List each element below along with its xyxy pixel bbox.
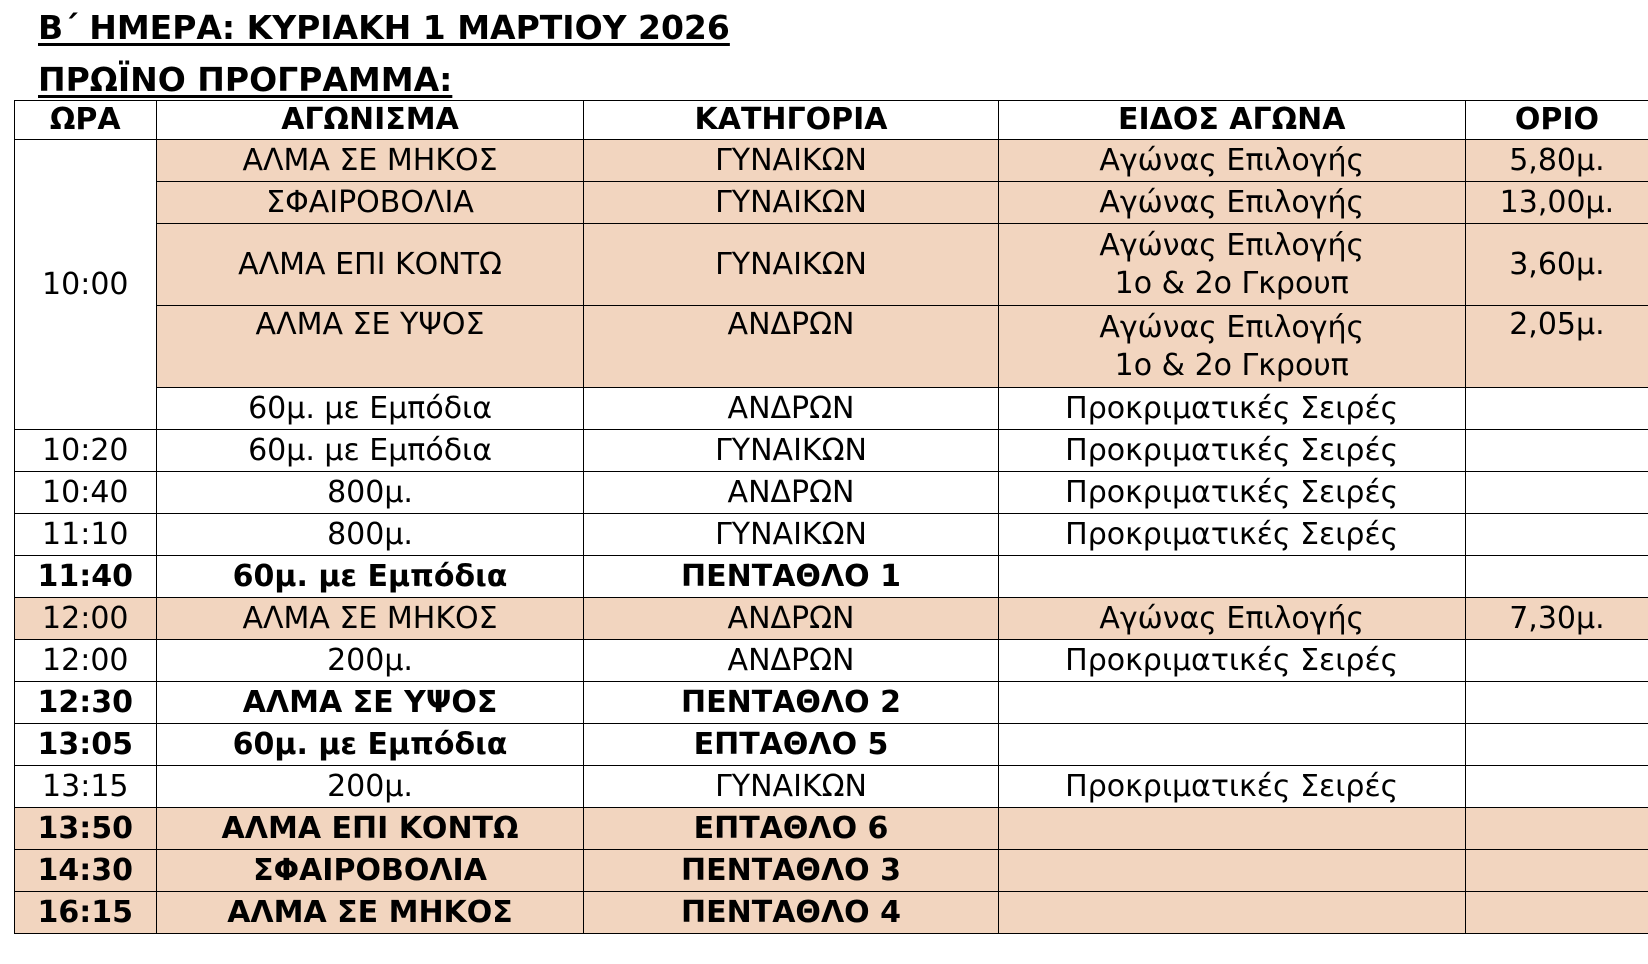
cell-time: 10:00 <box>15 140 157 430</box>
cell-category: ΓΥΝΑΙΚΩΝ <box>584 430 998 472</box>
cell-type-line1: Προκριματικές Σειρές <box>1065 390 1399 426</box>
cell-category: ΑΝΔΡΩΝ <box>584 306 998 388</box>
page-title: Β΄ ΗΜΕΡΑ: ΚΥΡΙΑΚΗ 1 ΜΑΡΤΙΟΥ 2026 <box>38 8 730 47</box>
cell-event: 800μ. <box>156 514 584 556</box>
table-row <box>15 556 1648 598</box>
cell-type <box>998 808 1465 850</box>
table-row <box>15 724 1648 766</box>
cell-time: 10:40 <box>15 472 157 514</box>
table-row <box>15 224 1648 306</box>
cell-type <box>998 514 1465 556</box>
cell-type <box>998 430 1465 472</box>
cell-event: ΣΦΑΙΡΟΒΟΛΙΑ <box>156 182 584 224</box>
table-row <box>15 306 1648 388</box>
table-row <box>15 182 1648 224</box>
cell-limit <box>1465 724 1648 766</box>
cell-time: 13:05 <box>15 724 157 766</box>
cell-time: 10:20 <box>15 430 157 472</box>
cell-category: ΕΠΤΑΘΛΟ 5 <box>584 724 998 766</box>
table-row <box>15 850 1648 892</box>
cell-limit: 2,05μ. <box>1465 306 1648 388</box>
cell-limit: 3,60μ. <box>1465 224 1648 306</box>
cell-type-line1: Αγώνας Επιλογής <box>1099 227 1365 263</box>
cell-limit: 13,00μ. <box>1465 182 1648 224</box>
cell-type-line1: Αγώνας Επιλογής <box>1099 184 1365 220</box>
cell-type <box>998 306 1465 388</box>
cell-type-line1: Προκριματικές Σειρές <box>1065 474 1399 510</box>
header-time: ΩΡΑ <box>15 101 157 140</box>
title-block <box>38 2 730 106</box>
cell-category: ΑΝΔΡΩΝ <box>584 640 998 682</box>
cell-time: 12:30 <box>15 682 157 724</box>
cell-event: ΣΦΑΙΡΟΒΟΛΙΑ <box>156 850 584 892</box>
table-row <box>15 430 1648 472</box>
cell-type <box>998 140 1465 182</box>
cell-category: ΑΝΔΡΩΝ <box>584 472 998 514</box>
cell-limit <box>1465 766 1648 808</box>
cell-time: 13:15 <box>15 766 157 808</box>
cell-time: 14:30 <box>15 850 157 892</box>
table-row <box>15 140 1648 182</box>
cell-event: 200μ. <box>156 766 584 808</box>
cell-event: ΑΛΜΑ ΣΕ ΜΗΚΟΣ <box>156 598 584 640</box>
table-header-row <box>15 101 1648 140</box>
cell-time: 12:00 <box>15 640 157 682</box>
cell-category: ΑΝΔΡΩΝ <box>584 598 998 640</box>
cell-type <box>998 682 1465 724</box>
cell-limit: 7,30μ. <box>1465 598 1648 640</box>
cell-limit: 5,80μ. <box>1465 140 1648 182</box>
cell-type-line1: Προκριματικές Σειρές <box>1065 516 1399 552</box>
table-row <box>15 598 1648 640</box>
table-row <box>15 682 1648 724</box>
cell-limit <box>1465 388 1648 430</box>
cell-type <box>998 472 1465 514</box>
cell-category: ΕΠΤΑΘΛΟ 6 <box>584 808 998 850</box>
cell-event: 60μ. με Εμπόδια <box>156 388 584 430</box>
cell-type <box>998 556 1465 598</box>
cell-category: ΠΕΝΤΑΘΛΟ 3 <box>584 850 998 892</box>
table-row <box>15 892 1648 934</box>
cell-event: 60μ. με Εμπόδια <box>156 430 584 472</box>
cell-type <box>998 724 1465 766</box>
cell-type <box>998 850 1465 892</box>
cell-time: 13:50 <box>15 808 157 850</box>
cell-category: ΓΥΝΑΙΚΩΝ <box>584 224 998 306</box>
cell-category: ΑΝΔΡΩΝ <box>584 388 998 430</box>
table-row <box>15 472 1648 514</box>
cell-event: 60μ. με Εμπόδια <box>156 556 584 598</box>
cell-limit <box>1465 682 1648 724</box>
cell-limit <box>1465 850 1648 892</box>
table-row <box>15 766 1648 808</box>
cell-event: 60μ. με Εμπόδια <box>156 724 584 766</box>
cell-type <box>998 640 1465 682</box>
cell-type-line1: Αγώνας Επιλογής <box>1099 309 1365 345</box>
cell-limit <box>1465 472 1648 514</box>
cell-type <box>998 224 1465 306</box>
cell-type-line1: Προκριματικές Σειρές <box>1065 432 1399 468</box>
cell-event: ΑΛΜΑ ΣΕ ΜΗΚΟΣ <box>156 892 584 934</box>
cell-time: 11:40 <box>15 556 157 598</box>
cell-type-line1: Αγώνας Επιλογής <box>1099 142 1365 178</box>
cell-limit <box>1465 514 1648 556</box>
cell-type-line2: 1ο & 2ο Γκρουπ <box>1114 265 1349 301</box>
cell-type <box>998 766 1465 808</box>
cell-type <box>998 892 1465 934</box>
cell-type-line1: Προκριματικές Σειρές <box>1065 642 1399 678</box>
cell-limit <box>1465 640 1648 682</box>
table-row <box>15 640 1648 682</box>
cell-event: ΑΛΜΑ ΕΠΙ ΚΟΝΤΩ <box>156 224 584 306</box>
cell-limit <box>1465 808 1648 850</box>
cell-time: 12:00 <box>15 598 157 640</box>
cell-limit <box>1465 556 1648 598</box>
cell-event: 200μ. <box>156 640 584 682</box>
cell-category: ΓΥΝΑΙΚΩΝ <box>584 182 998 224</box>
cell-limit <box>1465 430 1648 472</box>
cell-category: ΠΕΝΤΑΘΛΟ 2 <box>584 682 998 724</box>
cell-type <box>998 182 1465 224</box>
cell-type-line1: Αγώνας Επιλογής <box>1099 600 1365 636</box>
header-type: ΕΙΔΟΣ ΑΓΩΝΑ <box>998 101 1465 140</box>
cell-category: ΠΕΝΤΑΘΛΟ 4 <box>584 892 998 934</box>
table-row <box>15 388 1648 430</box>
header-category: ΚΑΤΗΓΟΡΙΑ <box>584 101 998 140</box>
table-row <box>15 808 1648 850</box>
cell-limit <box>1465 892 1648 934</box>
cell-type-line2: 1ο & 2ο Γκρουπ <box>1114 347 1349 383</box>
cell-category: ΓΥΝΑΙΚΩΝ <box>584 514 998 556</box>
header-event: ΑΓΩΝΙΣΜΑ <box>156 101 584 140</box>
cell-event: 800μ. <box>156 472 584 514</box>
cell-type-line1: Προκριματικές Σειρές <box>1065 768 1399 804</box>
cell-event: ΑΛΜΑ ΣΕ ΥΨΟΣ <box>156 682 584 724</box>
page-subtitle: ΠΡΩΪΝΟ ΠΡΟΓΡΑΜΜΑ: <box>38 60 453 99</box>
cell-event: ΑΛΜΑ ΣΕ ΥΨΟΣ <box>156 306 584 388</box>
cell-category: ΠΕΝΤΑΘΛΟ 1 <box>584 556 998 598</box>
cell-event: ΑΛΜΑ ΣΕ ΜΗΚΟΣ <box>156 140 584 182</box>
header-limit: ΟΡΙΟ <box>1465 101 1648 140</box>
cell-category: ΓΥΝΑΙΚΩΝ <box>584 766 998 808</box>
schedule-body <box>15 140 1648 934</box>
cell-type <box>998 388 1465 430</box>
cell-time: 16:15 <box>15 892 157 934</box>
cell-time: 11:10 <box>15 514 157 556</box>
cell-category: ΓΥΝΑΙΚΩΝ <box>584 140 998 182</box>
schedule-table <box>14 100 1648 934</box>
table-row <box>15 514 1648 556</box>
cell-type <box>998 598 1465 640</box>
cell-event: ΑΛΜΑ ΕΠΙ ΚΟΝΤΩ <box>156 808 584 850</box>
